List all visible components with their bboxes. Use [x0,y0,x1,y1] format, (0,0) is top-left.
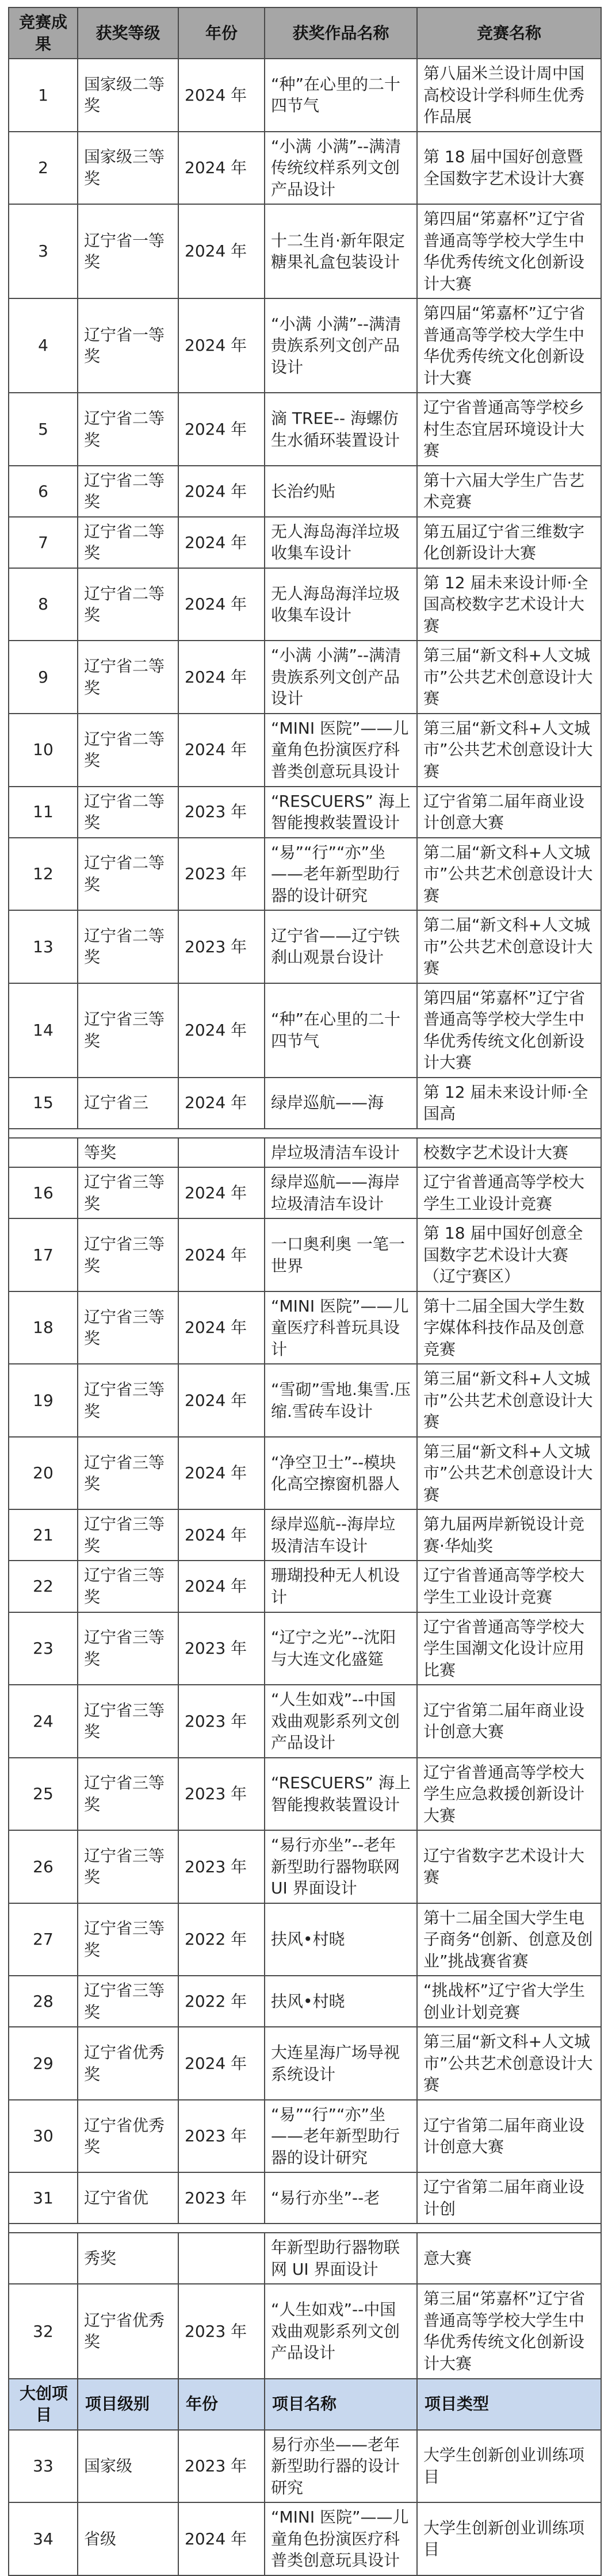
award-row-competition-cell: 第 12 届未来设计师·全国高 [417,1078,601,1129]
award-row-id-cell: 17 [9,1218,78,1291]
award-row [9,1078,601,1129]
award-row-competition-cell: 辽宁省普通高等学校大学生工业设计竞赛 [417,1167,601,1218]
award-row [9,1364,601,1437]
awards-body [9,59,601,1129]
award-row-level-cell: 辽宁省三等奖 [78,1167,178,1218]
award-row-level-cell: 辽宁省二等奖 [78,910,178,983]
award-row-competition-cell: 辽宁省普通高等学校大学生应急救援创新设计大赛 [417,1758,601,1831]
award-row-year-cell [178,2233,265,2284]
award-row-year-cell: 2024 年 [178,59,265,132]
award-row-competition-cell: 第二届“新文科+人文城市”公共艺术创意设计大赛 [417,838,601,911]
award-row-competition-cell: 辽宁省第二届年商业设计创意大赛 [417,787,601,838]
awards-continued-body [9,1138,601,2224]
award-row-id-cell [9,1138,78,1168]
award-row-competition-cell: “挑战杯”辽宁省大学生创业计划竞赛 [417,1976,601,2027]
header-project-name: 项目名称 [265,2379,417,2430]
award-row-level-cell: 辽宁省优 [78,2172,178,2224]
project-row-year-cell: 2023 年 [178,2430,265,2503]
award-row-work-cell: 珊瑚投种无人机设计 [265,1561,417,1612]
award-row-year-cell: 2024 年 [178,1437,265,1510]
award-row-work-cell: 辽宁省——辽宁铁刹山观景台设计 [265,910,417,983]
header-year: 年份 [178,7,265,59]
award-row-work-cell: “RESCUERS” 海上智能搜救装置设计 [265,787,417,838]
award-row-work-cell: 扶风•村晓 [265,1976,417,2027]
award-row-year-cell: 2023 年 [178,2284,265,2378]
award-row [9,1218,601,1291]
award-row-competition-cell: 第四届“笫嘉杯”辽宁省普通高等学校大学生中华优秀传统文化创新设计大赛 [417,983,601,1078]
award-row-id-cell: 10 [9,714,78,787]
award-row-level-cell: 辽宁省二等奖 [78,466,178,517]
projects-header-row [9,2379,601,2430]
award-row-level-cell: 辽宁省二等奖 [78,787,178,838]
award-row-year-cell: 2023 年 [178,2100,265,2173]
award-row-id-cell: 4 [9,298,78,393]
award-row-id-cell: 1 [9,59,78,132]
award-row-year-cell: 2023 年 [178,838,265,911]
page-break-gap [9,2224,601,2233]
award-row [9,983,601,1078]
award-row [9,1291,601,1364]
award-row-work-cell: 长治约贴 [265,466,417,517]
award-row [9,910,601,983]
awards-tail-body [9,2233,601,2378]
award-row-level-cell: 辽宁省三等奖 [78,1612,178,1685]
award-row-level-cell: 辽宁省三等奖 [78,1364,178,1437]
award-row-level-cell: 辽宁省三等奖 [78,1561,178,1612]
award-row-level-cell: 辽宁省三等奖 [78,1830,178,1903]
award-row-level-cell: 辽宁省三等奖 [78,1976,178,2027]
award-row-id-cell: 3 [9,204,78,298]
award-row [9,1612,601,1685]
award-row-work-cell: 扶风•村晓 [265,1903,417,1976]
projects-body [9,2430,601,2575]
award-row-competition-cell: 第十二届全国大学生电子商务“创新、创意及创业”挑战赛省赛 [417,1903,601,1976]
award-row-level-cell: 国家级二等奖 [78,59,178,132]
award-row-year-cell: 2023 年 [178,1758,265,1831]
award-row-level-cell: 国家级三等奖 [78,132,178,205]
award-row [9,59,601,132]
award-row [9,2284,601,2378]
award-row [9,1903,601,1976]
award-row-level-cell: 辽宁省优秀奖 [78,2284,178,2378]
award-row [9,1561,601,1612]
award-row-level-cell: 辽宁省二等奖 [78,517,178,568]
award-row-work-cell: “易”“行”“亦”坐——老年新型助行器的设计研究 [265,838,417,911]
award-row-work-cell: “小满 小满”--满清贵族系列文创产品设计 [265,641,417,714]
project-row-type-cell: 大学生创新创业训练项目 [417,2502,601,2575]
awards-header-row [9,7,601,59]
award-row-work-cell: “易”“行”“亦”坐——老年新型助行器的设计研究 [265,2100,417,2173]
award-row [9,132,601,205]
award-row-level-cell: 辽宁省优秀奖 [78,2027,178,2100]
project-row-level-cell: 省级 [78,2502,178,2575]
award-row-competition-cell: 第四届“笫嘉杯”辽宁省普通高等学校大学生中华优秀传统文化创新设计大赛 [417,298,601,393]
award-row-level-cell: 辽宁省二等奖 [78,641,178,714]
award-row-competition-cell: 第 18 届中国好创意暨全国数字艺术设计大赛 [417,132,601,205]
award-row-id-cell: 19 [9,1364,78,1437]
award-row-level-cell: 辽宁省三等奖 [78,1685,178,1758]
award-row-work-cell: “RESCUERS” 海上智能搜救装置设计 [265,1758,417,1831]
award-row-year-cell: 2024 年 [178,204,265,298]
award-row-level-cell: 辽宁省二等奖 [78,393,178,466]
award-row-work-cell: “净空卫士”--模块化高空擦窗机器人 [265,1437,417,1510]
award-row-work-cell: “人生如戏”--中国戏曲观影系列文创产品设计 [265,2284,417,2378]
award-row-id-cell: 9 [9,641,78,714]
award-row-year-cell: 2023 年 [178,787,265,838]
award-row-level-cell: 辽宁省三等奖 [78,1758,178,1831]
project-row-year-cell: 2024 年 [178,2502,265,2575]
project-row-name-cell: 易行亦坐——老年新型助行器的设计研究 [265,2430,417,2503]
award-row-id-cell: 21 [9,1509,78,1561]
award-row [9,1976,601,2027]
award-row-year-cell: 2024 年 [178,714,265,787]
award-row-level-cell: 辽宁省三等奖 [78,1218,178,1291]
award-row-competition-cell: 辽宁省数字艺术设计大赛 [417,1830,601,1903]
award-row-id-cell: 2 [9,132,78,205]
award-row-work-cell: “MINI 医院”——儿童医疗科普玩具设计 [265,1291,417,1364]
award-row-competition-cell: 第二届“新文科+人文城市”公共艺术创意设计大赛 [417,910,601,983]
award-row-year-cell: 2024 年 [178,1167,265,1218]
header-award-level: 获奖等级 [78,7,178,59]
award-row-year-cell: 2022 年 [178,1976,265,2027]
award-row-level-cell: 辽宁省优秀奖 [78,2100,178,2173]
project-row-id-cell: 33 [9,2430,78,2503]
page-break-gap [9,1129,601,1138]
award-row [9,204,601,298]
award-row-id-cell: 27 [9,1903,78,1976]
award-row [9,1685,601,1758]
award-row-id-cell: 30 [9,2100,78,2173]
award-row-year-cell: 2023 年 [178,1830,265,1903]
award-row-id-cell [9,2233,78,2284]
award-row [9,393,601,466]
award-row [9,1758,601,1831]
award-row-work-cell: 年新型助行器物联网 UI 界面设计 [265,2233,417,2284]
award-row-competition-cell: 第三届“新文科+人文城市”公共艺术创意设计大赛 [417,1437,601,1510]
award-row-id-cell: 15 [9,1078,78,1129]
header-result: 竞赛成果 [9,7,78,59]
award-row-level-cell: 辽宁省一等奖 [78,204,178,298]
award-row-work-cell: 无人海岛海洋垃圾收集车设计 [265,517,417,568]
award-row-competition-cell: 第十六届大学生广告艺术竞赛 [417,466,601,517]
award-row-year-cell: 2024 年 [178,983,265,1078]
award-row-year-cell: 2022 年 [178,1903,265,1976]
award-row-level-cell: 辽宁省三等奖 [78,983,178,1078]
award-row-level-cell: 辽宁省三等奖 [78,1903,178,1976]
award-row-work-cell: “人生如戏”--中国戏曲观影系列文创产品设计 [265,1685,417,1758]
award-row-competition-cell: 辽宁省第二届年商业设计创意大赛 [417,2100,601,2173]
award-row-competition-cell: 第三届“新文科+人文城市”公共艺术创意设计大赛 [417,2027,601,2100]
award-row-id-cell: 29 [9,2027,78,2100]
award-row-year-cell: 2024 年 [178,517,265,568]
award-row-year-cell: 2024 年 [178,1218,265,1291]
award-row [9,298,601,393]
award-row-competition-cell: 辽宁省普通高等学校乡村生态宜居环境设计大赛 [417,393,601,466]
header-project: 大创项目 [9,2379,78,2430]
award-row-year-cell: 2023 年 [178,2172,265,2224]
award-row-id-cell: 24 [9,1685,78,1758]
award-row-competition-cell: 校数字艺术设计大赛 [417,1138,601,1168]
award-row-competition-cell: 第 12 届未来设计师·全国高校数字艺术设计大赛 [417,568,601,641]
award-row-year-cell: 2024 年 [178,132,265,205]
header-project-level: 项目级别 [78,2379,178,2430]
award-row-year-cell [178,1138,265,1168]
award-row-work-cell: 十二生肖·新年限定糖果礼盒包装设计 [265,204,417,298]
award-row-level-cell: 秀奖 [78,2233,178,2284]
award-row-work-cell: “MINI 医院”——儿童角色扮演医疗科普类创意玩具设计 [265,714,417,787]
award-row [9,714,601,787]
award-row [9,466,601,517]
award-row-level-cell: 辽宁省三等奖 [78,1437,178,1510]
award-row-work-cell: 绿岸巡航--海岸垃圾清洁车设计 [265,1509,417,1561]
award-row-work-cell: “种”在心里的二十四节气 [265,59,417,132]
award-row-competition-cell: 第 18 届中国好创意全国数字艺术设计大赛（辽宁赛区） [417,1218,601,1291]
award-row-id-cell: 23 [9,1612,78,1685]
award-row-work-cell: 岸垃圾清洁车设计 [265,1138,417,1168]
header-project-year: 年份 [178,2379,265,2430]
award-row [9,2172,601,2224]
award-row-work-cell: 绿岸巡航——海岸垃圾清洁车设计 [265,1167,417,1218]
award-row-work-cell: “辽宁之光”--沈阳与大连文化盛筵 [265,1612,417,1685]
award-row-year-cell: 2024 年 [178,568,265,641]
award-row-year-cell: 2024 年 [178,1078,265,1129]
award-row-competition-cell: 辽宁省普通高等学校大学生国潮文化设计应用比赛 [417,1612,601,1685]
award-row-level-cell: 辽宁省二等奖 [78,714,178,787]
award-row [9,1138,601,1168]
award-row [9,1830,601,1903]
project-row-type-cell: 大学生创新创业训练项目 [417,2430,601,2503]
project-row-level-cell: 国家级 [78,2430,178,2503]
award-row-year-cell: 2024 年 [178,298,265,393]
award-row-id-cell: 31 [9,2172,78,2224]
award-row-year-cell: 2024 年 [178,641,265,714]
award-row-competition-cell: 第十二届全国大学生数字媒体科技作品及创意竞赛 [417,1291,601,1364]
award-row-id-cell: 32 [9,2284,78,2378]
award-row [9,787,601,838]
award-row-year-cell: 2024 年 [178,1561,265,1612]
award-row-work-cell: 绿岸巡航——海 [265,1078,417,1129]
award-row-year-cell: 2023 年 [178,910,265,983]
award-row-competition-cell: 第九届两岸新锐设计竞赛·华灿奖 [417,1509,601,1561]
award-row-id-cell: 13 [9,910,78,983]
award-row-id-cell: 16 [9,1167,78,1218]
award-row [9,517,601,568]
award-row-work-cell: 一口奥利奥 一笔一世界 [265,1218,417,1291]
award-row-year-cell: 2024 年 [178,393,265,466]
award-row-competition-cell: 辽宁省第二届年商业设计创意大赛 [417,1685,601,1758]
award-row-competition-cell: 第五届辽宁省三维数字化创新设计大赛 [417,517,601,568]
award-row-level-cell: 辽宁省二等奖 [78,568,178,641]
award-row-level-cell: 辽宁省三 [78,1078,178,1129]
award-row-id-cell: 14 [9,983,78,1078]
project-row-name-cell: “MINI 医院”——儿童角色扮演医疗科普类创意玩具设计 [265,2502,417,2575]
award-row-id-cell: 11 [9,787,78,838]
award-row-id-cell: 5 [9,393,78,466]
award-row-level-cell: 辽宁省三等奖 [78,1291,178,1364]
header-competition-name: 竞赛名称 [417,7,601,59]
award-row-work-cell: 无人海岛海洋垃圾收集车设计 [265,568,417,641]
award-row-competition-cell: 第四届“笫嘉杯”辽宁省普通高等学校大学生中华优秀传统文化创新设计大赛 [417,204,601,298]
award-row [9,1167,601,1218]
award-row-level-cell: 辽宁省二等奖 [78,838,178,911]
award-row-year-cell: 2024 年 [178,1364,265,1437]
award-row-work-cell: “小满 小满”--满清传统纹样系列文创产品设计 [265,132,417,205]
award-row-work-cell: “种”在心里的二十四节气 [265,983,417,1078]
award-row [9,1437,601,1510]
project-row [9,2502,601,2575]
award-row-work-cell: 滴 TREE-- 海螺仿生水循环装置设计 [265,393,417,466]
award-row [9,2233,601,2284]
award-row-id-cell: 18 [9,1291,78,1364]
award-row-id-cell: 6 [9,466,78,517]
award-row-competition-cell: 第三届“笫嘉杯”辽宁省普通高等学校大学生中华优秀传统文化创新设计大赛 [417,2284,601,2378]
award-row-competition-cell: 第三届“新文科+人文城市”公共艺术创意设计大赛 [417,714,601,787]
award-row-id-cell: 22 [9,1561,78,1612]
results-table [8,7,602,2576]
award-row-competition-cell: 第八届米兰设计周中国高校设计学科师生优秀作品展 [417,59,601,132]
header-project-type: 项目类型 [417,2379,601,2430]
award-row-work-cell: “易行亦坐”--老 [265,2172,417,2224]
award-row-id-cell: 28 [9,1976,78,2027]
award-row-work-cell: “小满 小满”--满清贵族系列文创产品设计 [265,298,417,393]
award-row-level-cell: 等奖 [78,1138,178,1168]
award-row-year-cell: 2024 年 [178,1291,265,1364]
project-row-id-cell: 34 [9,2502,78,2575]
award-row [9,1509,601,1561]
award-row [9,641,601,714]
award-row-competition-cell: 辽宁省第二届年商业设计创 [417,2172,601,2224]
award-row [9,2027,601,2100]
award-row-level-cell: 辽宁省一等奖 [78,298,178,393]
award-row [9,568,601,641]
award-row-year-cell: 2023 年 [178,1612,265,1685]
award-row-work-cell: 大连星海广场导视系统设计 [265,2027,417,2100]
award-row-id-cell: 8 [9,568,78,641]
header-work-name: 获奖作品名称 [265,7,417,59]
award-row-work-cell: “雪砌”雪地.集雪.压缩.雪砖车设计 [265,1364,417,1437]
award-row-year-cell: 2024 年 [178,2027,265,2100]
award-row-id-cell: 12 [9,838,78,911]
award-row-competition-cell: 意大赛 [417,2233,601,2284]
award-row-year-cell: 2023 年 [178,1685,265,1758]
award-row-competition-cell: 辽宁省普通高等学校大学生工业设计竞赛 [417,1561,601,1612]
award-row-id-cell: 20 [9,1437,78,1510]
award-row [9,838,601,911]
award-row-id-cell: 7 [9,517,78,568]
project-row [9,2430,601,2503]
award-row-id-cell: 25 [9,1758,78,1831]
award-row-id-cell: 26 [9,1830,78,1903]
award-row-competition-cell: 第三届“新文科+人文城市”公共艺术创意设计大赛 [417,1364,601,1437]
award-row [9,2100,601,2173]
award-row-level-cell: 辽宁省三等奖 [78,1509,178,1561]
award-row-competition-cell: 第三届“新文科+人文城市”公共艺术创意设计大赛 [417,641,601,714]
award-row-work-cell: “易行亦坐”--老年新型助行器物联网 UI 界面设计 [265,1830,417,1903]
award-row-year-cell: 2024 年 [178,1509,265,1561]
award-row-year-cell: 2024 年 [178,466,265,517]
